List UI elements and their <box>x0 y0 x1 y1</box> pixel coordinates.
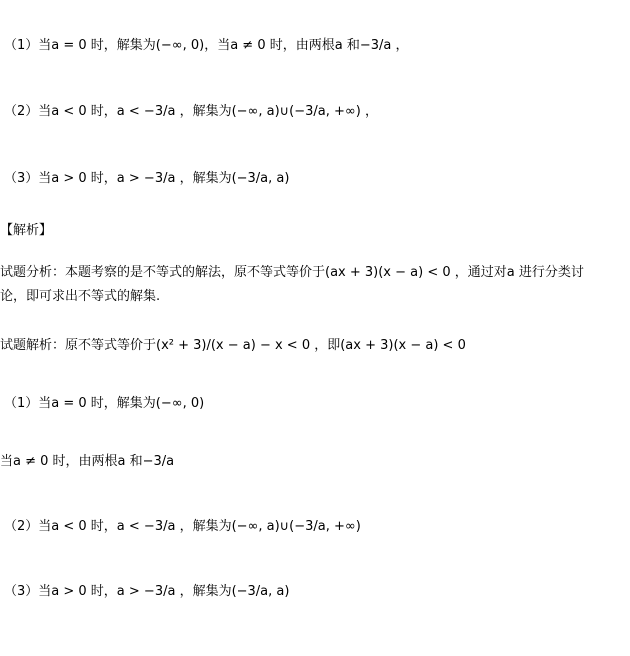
solution-case-1: （1）当a = 0 时，解集为(−∞, 0) <box>4 396 205 411</box>
analysis-header: 【解析】 <box>0 223 53 238</box>
solution-case-3: （3）当a > 0 时，a > −3/a ，解集为(−3/a, a) <box>4 584 290 599</box>
summary-case-3: （3）当a > 0 时，a > −3/a ，解集为(−3/a, a) <box>4 171 290 186</box>
analysis-line-2: 论，即可求出不等式的解集. <box>0 289 161 304</box>
solution-case-2: （2）当a < 0 时，a < −3/a ，解集为(−∞, a)∪(−3/a, +∞) <box>4 519 361 534</box>
analysis-line-1: 试题分析：本题考察的是不等式的解法，原不等式等价于(ax + 3)(x − a) < 0 ，通过对a 进行分类讨 <box>0 265 584 280</box>
summary-case-2: （2）当a < 0 时，a < −3/a ，解集为(−∞, a)∪(−3/a, +∞) ， <box>4 104 378 119</box>
solution-line-1: 试题解析：原不等式等价于(x² + 3)/(x − a) − x < 0 ，即(ax + 3)(x − a) < 0 <box>0 338 466 353</box>
summary-case-1: （1）当a = 0 时，解集为(−∞, 0)，当a ≠ 0 时，由两根a 和−3/a ， <box>4 38 409 53</box>
solution-roots: 当a ≠ 0 时，由两根a 和−3/a <box>0 454 175 469</box>
